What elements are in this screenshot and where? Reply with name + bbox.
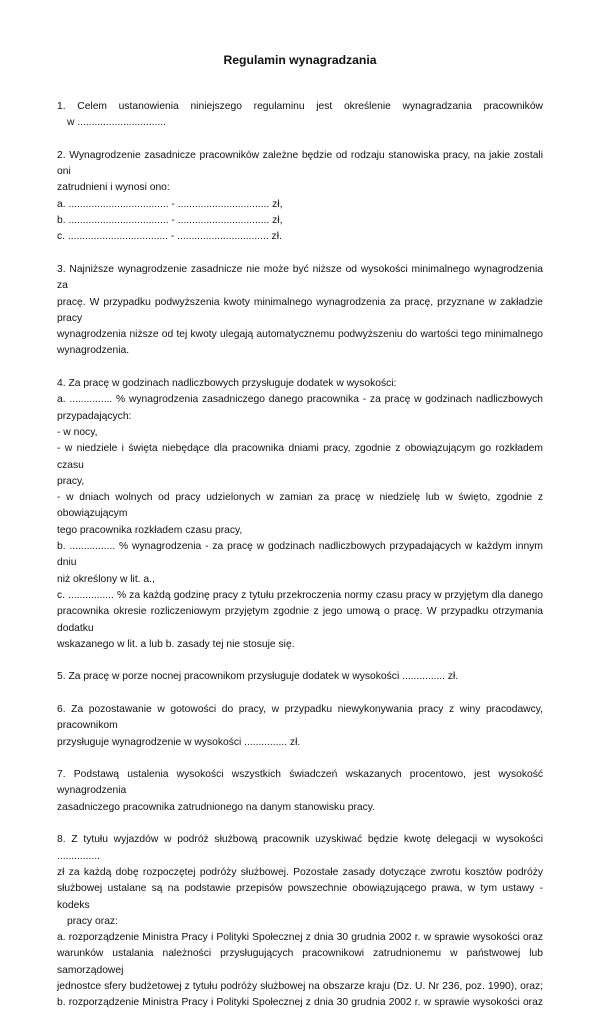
paragraph-3-line-2: pracę. W przypadku podwyższenia kwoty minimalnego wynagrodzenia za pracę, przyznane w zakładzie pracy	[57, 296, 543, 324]
paragraph-8-line-4: pracy oraz:	[67, 915, 118, 927]
paragraph-4-line-10: niż określony w lit. a.,	[57, 573, 155, 585]
paragraph-4-line-6: pracy,	[57, 475, 85, 487]
paragraph-8-line-3: służbowej ustalane są na podstawie przepisów powszechnie obowiązującego prawa, w tym ustawy - kodeks	[57, 883, 543, 911]
paragraph-6-line-2: przysługuje wynagrodzenie w wysokości ............... zł.	[57, 736, 301, 748]
paragraph-3-line-4: wynagrodzenia.	[57, 345, 130, 357]
paragraph-3-line-3: wynagrodzenia niższe od tej kwoty ulegają automatycznemu podwyższeniu do wartości tego minimalnego	[57, 329, 543, 341]
paragraph-6	[57, 702, 543, 751]
paragraph-8-line-2: zł za każdą dobę rozpoczętej podróży służbowej. Pozostałe zasady dotyczące zwrotu kosztów podróży	[57, 866, 543, 878]
paragraph-8-line-6: warunków ustalania należności przysługujących pracownikowi zatrudnionemu w państwowej lub samorządowej	[57, 948, 543, 976]
paragraph-7-line-2: zasadniczego pracownika zatrudnionego na danym stanowisku pracy.	[57, 801, 376, 813]
paragraph-3-line-1: 3. Najniższe wynagrodzenie zasadnicze nie może być niższe od wysokości minimalnego wynagrodzenia za	[57, 263, 543, 292]
paragraph-1-line-2: w ...............................	[67, 117, 166, 129]
document-title: Regulamin wynagradzania	[223, 53, 377, 67]
paragraph-4-line-1: 4. Za pracę w godzinach nadliczbowych przysługuje dodatek w wysokości:	[57, 378, 397, 390]
paragraph-4-line-12: pracownika okresie rozliczeniowym przyjętym zgodnie z jego umową o pracę. W przypadku otrzymania dodatku	[57, 606, 543, 634]
document-body	[57, 99, 543, 1012]
paragraph-7-line-1: 7. Podstawą ustalenia wysokości wszystkich świadczeń wskazanych procentowo, jest wysokość wynagrodzenia	[57, 769, 543, 797]
paragraph-4-line-13: wskazanego w lit. a lub b. zasady tej nie stosuje się.	[57, 638, 295, 650]
paragraph-3	[57, 262, 543, 360]
salary-item-a: a. ................................... - ................................ zł,	[57, 198, 283, 210]
paragraph-7	[57, 767, 543, 816]
paragraph-8	[57, 832, 543, 1011]
paragraph-4-line-9: b. ................ % wynagrodzenia - za pracę w godzinach nadliczbowych przypadających w każdym innym dniu	[57, 541, 543, 569]
paragraph-4-line-3: przypadających:	[57, 410, 132, 422]
paragraph-4	[57, 376, 543, 653]
paragraph-2-line-1: 2. Wynagrodzenie zasadnicze pracowników zależne będzie od rodzaju stanowiska pracy, na jakie zostali oni	[57, 149, 543, 178]
paragraph-2-line-2: zatrudnieni i wynosi ono:	[57, 182, 170, 194]
paragraph-4-line-7: - w dniach wolnych od pracy udzielonych w zamian za pracę w niedzielę lub w święto, zgodnie z obowiązującym	[57, 492, 543, 520]
salary-item-c: c. ................................... - ................................ zł.	[57, 231, 282, 243]
paragraph-5-line-1: 5. Za pracę w porze nocnej pracownikom przysługuje dodatek w wysokości ............... zł.	[57, 671, 459, 683]
paragraph-4-line-2: a. ............... % wynagrodzenia zasadniczego danego pracownika - za pracę w godzinach nadliczbowych	[57, 394, 543, 406]
paragraph-5	[57, 669, 543, 685]
paragraph-8-line-1: 8. Z tytułu wyjazdów w podróż służbową pracownik uzyskiwać będzie kwotę delegacji w wysokości ...............	[57, 834, 543, 862]
paragraph-8-line-8: b. rozporządzenie Ministra Pracy i Polityki Społecznej z dnia 30 grudnia 2002 r. w sprawie wysokości oraz	[57, 997, 543, 1009]
paragraph-8-line-7: jednostce sfery budżetowej z tytułu podróży służbowej na obszarze kraju (Dz. U. Nr 236, poz. 1990), oraz;	[57, 981, 543, 993]
paragraph-2	[57, 148, 543, 246]
paragraph-4-line-5: - w niedziele i święta niebędące dla pracownika dniami pracy, zgodnie z obowiązującym go rozkładem czasu	[57, 443, 543, 471]
paragraph-4-line-8: tego pracownika rozkładem czasu pracy,	[57, 524, 243, 536]
paragraph-8-line-5: a. rozporządzenie Ministra Pracy i Polityki Społecznej z dnia 30 grudnia 2002 r. w sprawie wysokości oraz	[57, 932, 543, 944]
paragraph-4-line-4: - w nocy,	[57, 426, 98, 438]
salary-item-b: b. ................................... - ................................ zł,	[57, 215, 283, 227]
paragraph-1-line-1: 1. Celem ustanowienia niniejszego regulaminu jest określenie wynagradzania pracowników	[57, 101, 543, 112]
paragraph-4-line-11: c. ................ % za każdą godzinę pracy z tytułu przekroczenia normy czasu pracy w przyjętym dla danego	[57, 589, 543, 601]
paragraph-6-line-1: 6. Za pozostawanie w gotowości do pracy, w przypadku niewykonywania pracy z winy pracodawcy, pracownikom	[57, 703, 543, 732]
paragraph-1	[57, 99, 543, 132]
